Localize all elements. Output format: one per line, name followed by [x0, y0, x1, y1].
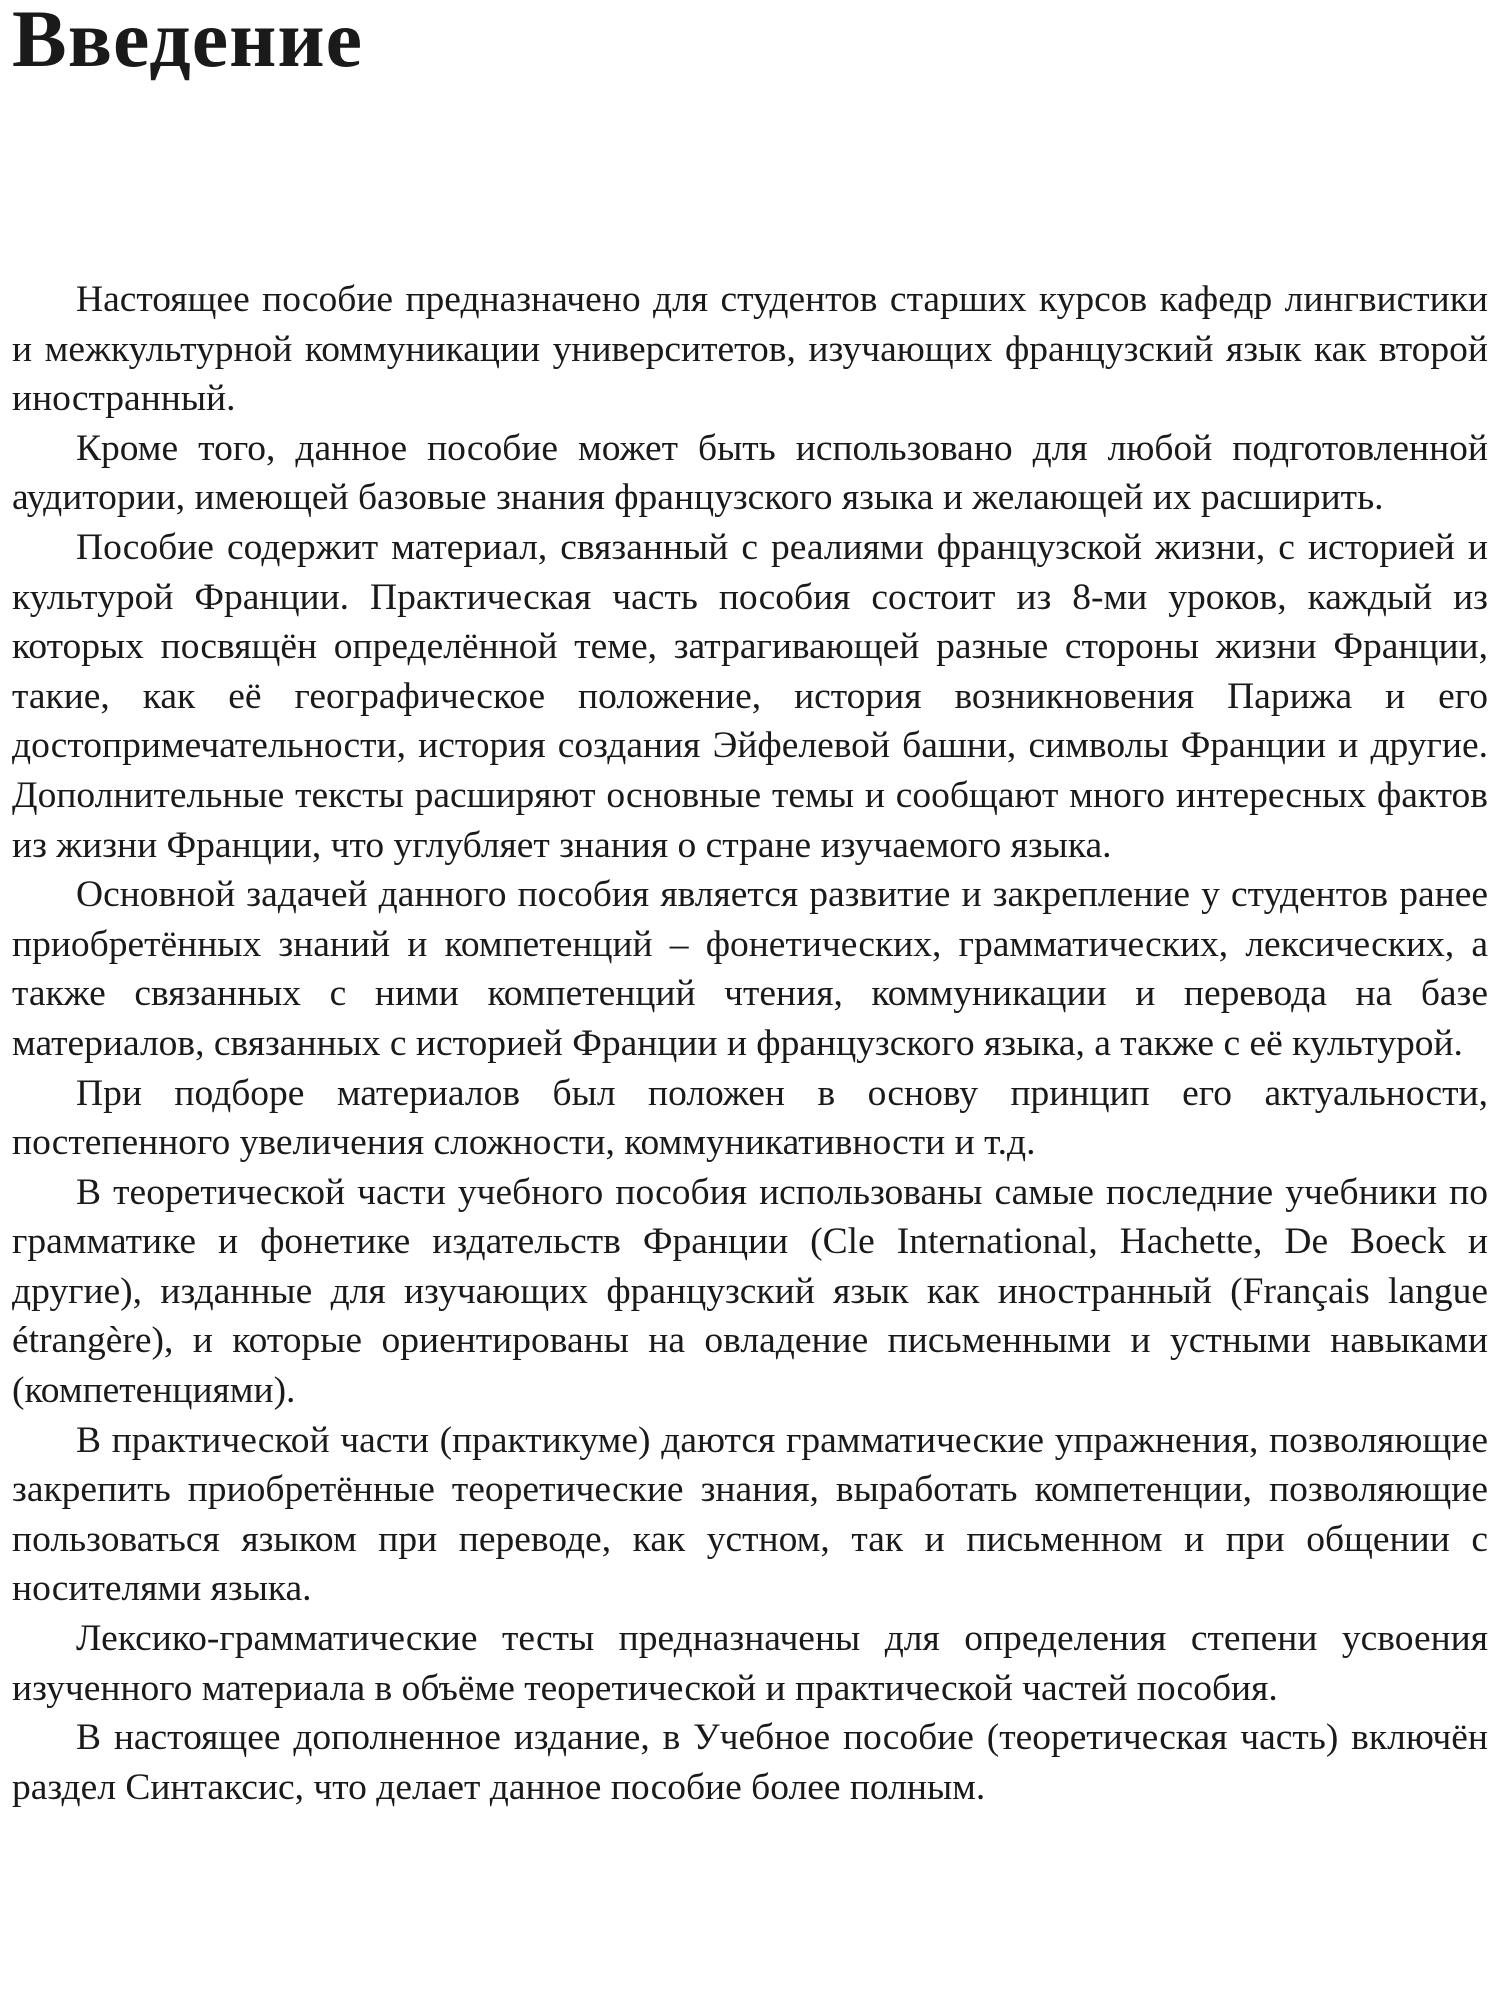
- paragraph: В теоретической части учебного пособия использованы самые последние учебники по грамматике и фонетике издательств Франции (Cle International, Hachette, De Boeck и другие), изданные для изучающих французский язык как иностранный (Français langue étrangère), и которые ориентированы на овладение письменными и устными навыками (компетенциями).: [12, 1171, 1488, 1412]
- paragraph: Настоящее пособие предназначено для студентов старших курсов кафедр лингвистики и межкультурной коммуникации университетов, изучающих французский язык как второй иностранный.: [12, 279, 1488, 420]
- paragraph: Основной задачей данного пособия является развитие и закрепление у студентов ранее приобретённых знаний и компетенций – фонетических, грамматических, лексических, а также связанных с ними компетенций чтения, коммуникации и перевода на базе материалов, связанных с историей Франции и французского языка, а также с её культурой.: [12, 874, 1488, 1064]
- paragraph: В практической части (практикуме) даются грамматические упражнения, позволяющие закрепить приобретённые теоретические знания, выработать компетенции, позволяющие пользоваться языком при переводе, как устном, так и письменном и при общении с носителями языка.: [12, 1419, 1488, 1610]
- paragraph: При подборе материалов был положен в основу принцип его актуальности, постепенного увеличения сложности, коммуникативности и т.д.: [12, 1072, 1488, 1164]
- paragraph: Кроме того, данное пособие может быть использовано для любой подготовленной аудитории, имеющей базовые знания французского языка и желающей их расширить.: [12, 427, 1488, 519]
- paragraph: В настоящее дополненное издание, в Учебное пособие (теоретическая часть) включён раздел Синтаксис, что делает данное пособие более полным.: [12, 1717, 1488, 1808]
- body-text: [12, 275, 1488, 1812]
- paragraph: Пособие содержит материал, связанный с реалиями французской жизни, с историей и культурой Франции. Практическая часть пособия состоит из 8-ми уроков, каждый из которых посвящён определённой теме, затрагивающей разные стороны жизни Франции, такие, как её географическое положение, история возникновения Парижа и его достопримечательности, история создания Эйфелевой башни, символы Франции и другие. Дополнительные тексты расширяют основные темы и сообщают много интересных фактов из жизни Франции, что углубляет знания о стране изучаемого языка.: [12, 526, 1488, 866]
- page-title: Введение: [12, 0, 364, 84]
- paragraph: Лексико-грамматические тесты предназначены для определения степени усвоения изученного материала в объёме теоретической и практической частей пособия.: [12, 1618, 1488, 1709]
